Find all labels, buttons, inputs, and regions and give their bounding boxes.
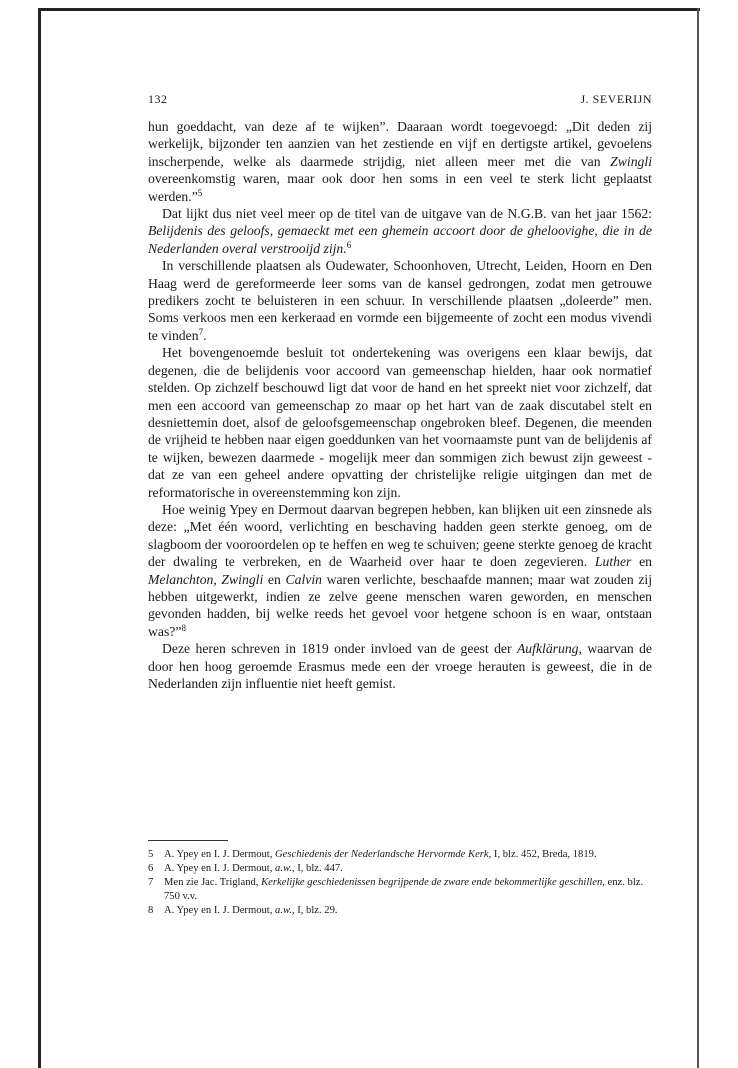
body-text xyxy=(148,118,652,692)
footnote-number: 5 xyxy=(148,849,154,860)
text-run: hun goeddacht, van deze af te wijken”. Daaraan wordt toegevoegd: „Dit deden zij werkelijk, bijzonder ten aanzien van het zestiende en vijf en dertigste artikel, gevoelens inscherpende, welke als daarmede strijdig, niet alleen meer met die van xyxy=(148,119,652,169)
text-run: A. Ypey en I. J. Dermout, xyxy=(164,849,276,860)
text-run: Hoe weinig Ypey en Dermout daarvan begrepen hebben, kan blijken uit een zinsnede als deze: „Met één woord, verlichting en beschaving hadden geen sterkte genoeg, om de slagboom der vooroordelen op te heffen en weg te schuiven; geene sterkte genoeg de kracht der dwaling te verbreken, en de Waarheid over haar te doen zegevieren. xyxy=(148,501,652,570)
footnote-7 xyxy=(148,876,652,904)
footnote-ref: 7 xyxy=(198,326,204,337)
text-run: Het bovengenoemde besluit tot ondertekening was overigens een klaar bewijs, dat degenen, die de belijdenis voor accoord van gemeenschap hielden, haar ook normatief stelden. Op zichzelf beschouwd ligt dat voor de hand en het spreekt niet voor zichzelf, dat men een accoord van gemeenschap zo maar op het hart van de zaak discutabel stelt en desniettemin doet, alsof de geloofsgemeenschap ongebroken bleef. Degenen, die meenden de vrijheid te hebben naar eigen goeddunken van het voornaamste punt van de belijdenis af te wijken, bewezen daarmede - mogelijk meer dan sommigen zich bewust zijn geweest - dat ze van een geheel andere opvatting der christelijke religie uitgingen dan met de reformatorische in overeenstemming kon zijn. xyxy=(148,345,652,500)
text-run: I, blz. 447. xyxy=(294,863,343,874)
footnote-8 xyxy=(148,904,652,918)
italic-run: Belijdenis des geloofs, gemaeckt met een ghemein accoort door de gheloovighe, die in de Nederlanden overal verstrooijd zijn. xyxy=(148,223,652,256)
running-author: J. SEVERIJN xyxy=(580,92,652,106)
italic-run: Kerkelijke geschiedenissen begrijpende de zware ende bekommerlijke geschillen, xyxy=(261,877,605,888)
italic-run: a.w., xyxy=(275,863,295,874)
footnote-number: 6 xyxy=(148,863,154,874)
paragraph-4 xyxy=(148,344,652,501)
paragraph-5 xyxy=(148,501,652,640)
footnotes xyxy=(148,848,652,918)
scan-border-top xyxy=(38,8,700,11)
text-run: overeenkomstig waren, maar ook door hen soms in een veel te sterk licht geplaatst werden.” xyxy=(148,171,652,204)
italic-run: a.w., xyxy=(275,905,295,916)
footnote-ref: 5 xyxy=(197,187,203,198)
italic-run: Calvin xyxy=(285,571,322,587)
text-run: In verschillende plaatsen als Oudewater, Schoonhoven, Utrecht, Leiden, Hoorn en Den Haag werd de gereformeerde leer soms van de kansel gedrongen, zodat men getrouwe predikers zocht te beluisteren in een schuur. In verschillende plaatsen „doleerde” men. Soms verkoos men een kerkeraad en vormde een bijgemeente of zocht een modus vivendi te vinden xyxy=(148,258,652,343)
text-run: en xyxy=(263,571,286,587)
text-run: Deze heren schreven in 1819 onder invloed van de geest der xyxy=(162,641,517,657)
text-run: waren verlichte, beschaafde mannen; maar wat zouden zij hebben uitgewerkt, indien ze zelve geene menschen waren geworden, en menschen gevonden hadden, bij welke reeds het gevoel voor hetgene schoon is en waar, ontstaan was?” xyxy=(148,571,652,639)
footnote-ref: 6 xyxy=(346,239,352,250)
text-run: enz. blz. 750 v.v. xyxy=(164,877,644,902)
paragraph-2 xyxy=(148,205,652,257)
italic-run: Melanchton, Zwingli xyxy=(148,571,264,587)
text-run: A. Ypey en I. J. Dermout, xyxy=(164,863,276,874)
running-header xyxy=(148,92,652,108)
paragraph-6 xyxy=(148,640,652,692)
text-run: A. Ypey en I. J. Dermout, xyxy=(164,905,276,916)
text-run: . xyxy=(203,327,207,343)
paragraph-3 xyxy=(148,257,652,344)
footnote-number: 8 xyxy=(148,905,154,916)
footnote-6 xyxy=(148,862,652,876)
scan-border-left xyxy=(38,8,41,1068)
scan-border-right xyxy=(697,8,699,1068)
text-run: I, blz. 452, Breda, 1819. xyxy=(491,849,597,860)
footnote-number: 7 xyxy=(148,877,154,888)
italic-run: Aufklärung, xyxy=(516,641,582,657)
italic-run: Geschiedenis der Nederlandsche Hervormde Kerk, xyxy=(275,849,492,860)
italic-run: Luther xyxy=(594,554,632,570)
text-run: Dat lijkt dus niet veel meer op de titel van de uitgave van de N.G.B. van het jaar 1562: xyxy=(162,206,652,222)
paragraph-1 xyxy=(148,118,652,205)
text-run: waarvan de door hen hoog geroemde Erasmus mede een der vroege herauten is geweest, die in de Nederlanden zijn influentie niet heeft gemist. xyxy=(148,641,653,691)
footnote-5 xyxy=(148,848,652,862)
text-run: I, blz. 29. xyxy=(294,905,338,916)
footnote-rule xyxy=(148,840,228,841)
page-number: 132 xyxy=(148,92,168,106)
footnote-ref: 8 xyxy=(181,622,186,633)
text-run: Men zie Jac. Trigland, xyxy=(164,877,262,888)
italic-run: Zwingli xyxy=(610,153,652,169)
text-run: en xyxy=(631,554,653,570)
